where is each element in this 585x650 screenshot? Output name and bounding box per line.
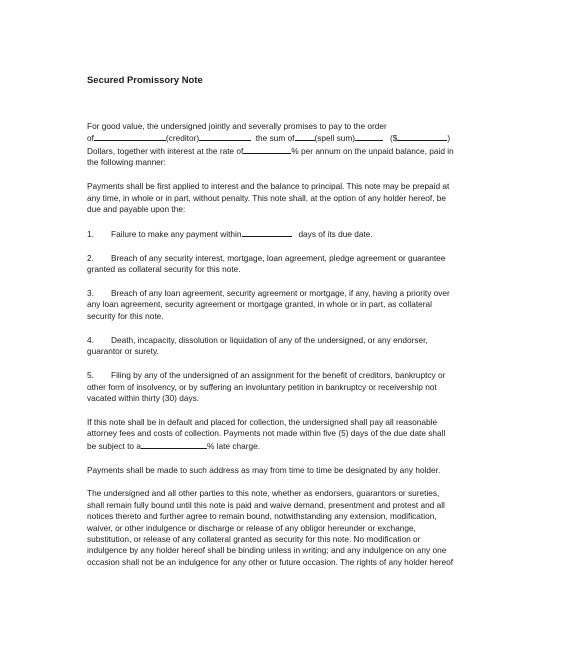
default-paragraph [87,417,495,452]
payments-line-2: any time, in whole or in part, without penalty. This note shall, at the option of any holder hereof, be [87,192,446,203]
undersigned-line-6: indulgence by any holder hereof shall be binding unless in writing; and any indulgence on any one [87,545,447,556]
list-item [87,370,495,404]
undersigned-line-3: notices thereto and further agree to remain bound, notwithstanding any extension, modification, [87,511,437,522]
payments-line-1: Payments shall be first applied to interest and the balance to principal. This note may be prepaid at [87,181,450,192]
intro-line-3 [87,145,495,157]
dollar-amount-blank[interactable] [397,132,447,141]
undersigned-paragraph [87,488,495,568]
default-line-2: attorney fees and costs of collection. Payments not made within five (5) days of the due date shall [87,428,446,439]
item-number: 3. [87,288,94,299]
undersigned-line-4: waiver, or other indulgence or discharge or release of any obligor hereunder or exchange, [87,522,416,533]
item-number: 1. [87,228,94,239]
item-number: 5. [87,370,94,381]
payments-line-3: due and payable upon the: [87,203,186,214]
interest-rate-blank[interactable] [243,145,291,154]
item-5-line-3: vacated within thirty (30) days. [87,392,200,403]
late-charge-start: be subject to a [87,440,141,451]
document-title: Secured Promissory Note [87,74,203,85]
default-line-1: If this note shall be in default and placed for collection, the undersigned shall pay all reasonable [87,416,438,427]
item-4-line-1: Death, incapacity, dissolution or liquidation of any of the undersigned, or any endorser, [111,334,428,345]
item-4-line-2: guarantor or surety. [87,346,159,357]
item-5-line-1: Filing by any of the undersigned of an assignment for the benefit of creditors, bankruptcy or [111,370,446,381]
item-2-line-2: granted as collateral security for this note. [87,264,241,275]
intro-line-2 [87,132,495,144]
undersigned-line-2: shall remain fully bound until this note is paid and waive demand, presentment and protest and all [87,499,445,510]
payment-days-blank[interactable] [242,228,292,237]
payment-address-line: Payments shall be made to such address as may from time to time be designated by any holder. [87,464,441,475]
list-item [87,228,495,240]
item-number: 2. [87,252,94,263]
intro-line-4: the following manner: [87,157,166,168]
intro-line-1: For good value, the undersigned jointly and severally promises to pay to the order [87,121,387,131]
rate-line-end: % per annum on the unpaid balance, paid in [291,145,454,156]
dollar-open: ($ [390,133,398,144]
dollar-close: ) [447,133,451,144]
item-5-line-2: other form of insolvency, or by suffering an involuntary petition in bankruptcy or receivership not [87,381,437,392]
undersigned-line-5: substitution, or release of any collateral granted as security for this note. No modification or [87,534,421,545]
creditor-blank-right[interactable] [199,132,251,141]
item-1-start: Failure to make any payment within [111,228,242,239]
undersigned-line-7: occasion shall not be an indulgence for any other or future occasion. The rights of any holder hereof [87,556,454,567]
sum-label: the sum of [255,133,295,144]
rate-line-start: Dollars, together with interest at the rate of [87,145,244,156]
item-1-end: days of its due date. [298,228,373,239]
sum-blank-left[interactable] [295,132,315,141]
list-item [87,335,495,358]
item-3-line-2: any loan agreement, security agreement or mortgage granted, in whole or in part, as collateral [87,299,432,310]
item-3-line-1: Breach of any loan agreement, security agreement or mortgage, if any, having a priority over [111,288,450,299]
undersigned-line-1: The undersigned and all other parties to this note, whether as endorsers, guarantors or sureties, [87,488,440,499]
item-1-line [87,228,495,240]
late-charge-blank[interactable] [141,440,207,449]
item-3-line-3: security for this note. [87,310,164,321]
creditor-label: (creditor) [165,133,200,144]
payment-address-paragraph [87,465,495,476]
sum-blank-right[interactable] [355,132,383,141]
spell-sum-label: (spell sum) [314,133,356,144]
list-item [87,288,495,322]
of-label: of [87,133,94,144]
document-body [87,121,495,581]
default-line-3 [87,440,495,452]
late-charge-end: % late charge. [206,440,261,451]
item-2-line-1: Breach of any security interest, mortgage, loan agreement, pledge agreement or guarantee [111,252,446,263]
list-item [87,253,495,276]
payments-applied-paragraph [87,181,495,215]
intro-paragraph [87,121,495,169]
item-number: 4. [87,334,94,345]
creditor-blank-left[interactable] [94,132,166,141]
